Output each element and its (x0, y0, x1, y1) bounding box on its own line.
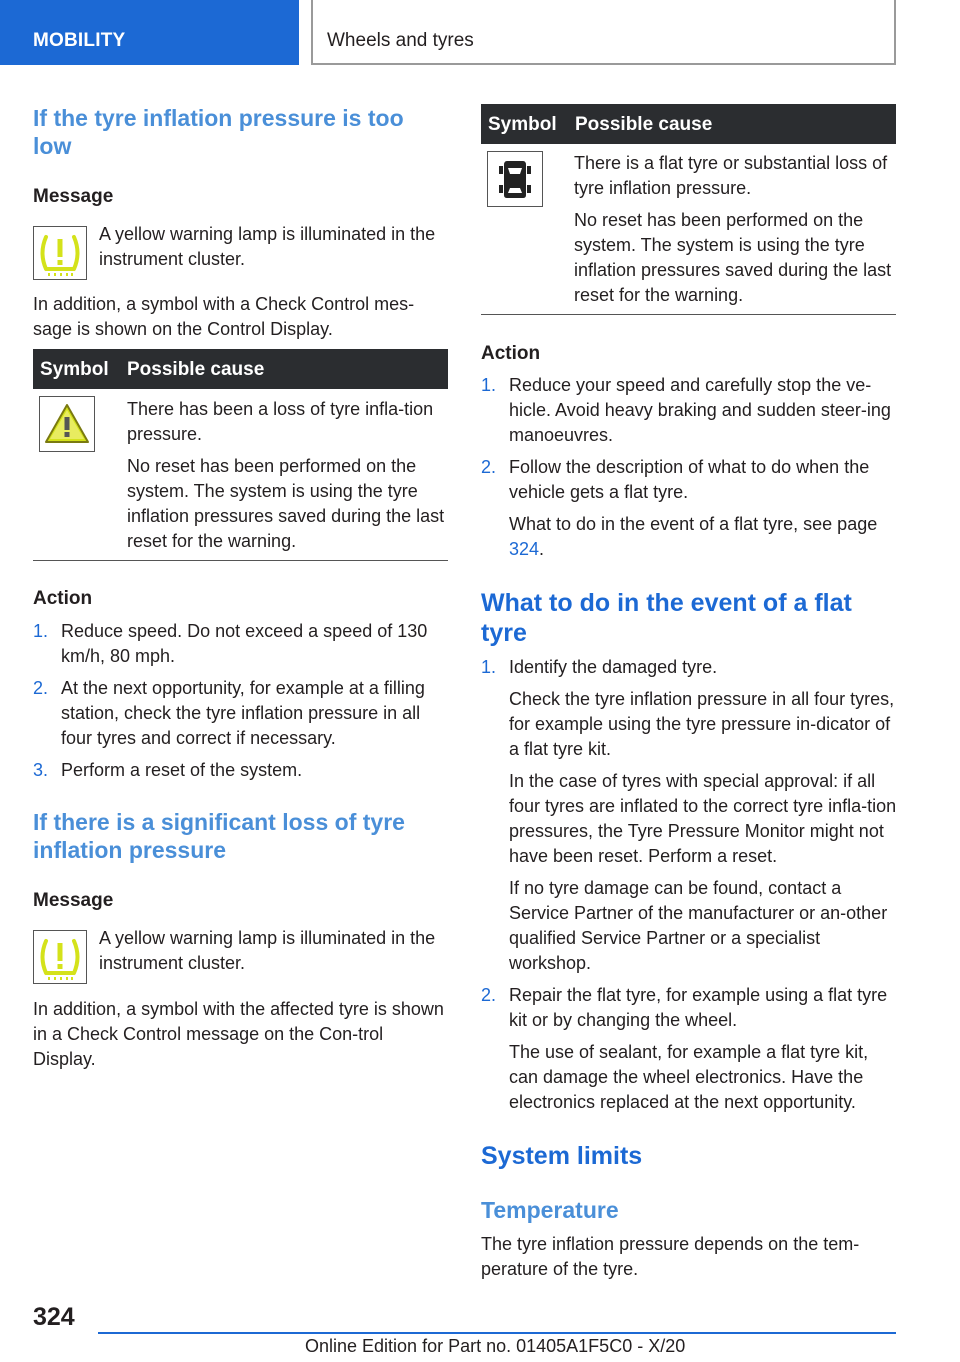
step-number: 2. (481, 457, 497, 477)
header-chapter-title: Wheels and tyres (327, 30, 474, 51)
step-note: The use of sealant, for example a flat tyre kit, can damage the wheel electronics. Have the electronics replaced at the next opportunity. (509, 1042, 869, 1112)
action-list (33, 619, 451, 790)
step-number: 2. (33, 678, 49, 698)
footer-rule (98, 1332, 896, 1334)
list-item (33, 619, 451, 669)
cause-text: No reset has been performed on the system. The system is using the tyre inflation pressures saved during the last reset for the warning. (127, 456, 445, 551)
flat-tyre-steps (481, 655, 899, 1122)
action-label: Action (33, 588, 93, 609)
heading-system-limits: System limits (481, 1142, 643, 1170)
action-label: Action (481, 343, 541, 364)
list-item (481, 983, 899, 1115)
step-text: Perform a reset of the system. (61, 760, 303, 780)
step-number: 2. (481, 985, 497, 1005)
header-section-tab (0, 0, 299, 65)
lamp-description: A yellow warning lamp is illuminated in the instrument cluster. (99, 224, 436, 269)
column-symbol: Symbol (488, 114, 557, 135)
header-chapter-box (311, 0, 896, 65)
cause-text: No reset has been performed on the system. The system is using the tyre inflation pressures saved during the last reset for the warning. (574, 210, 892, 305)
step-text: Repair the flat tyre, for example using a flat tyre kit or by changing the wheel. (509, 985, 888, 1030)
step-text: Follow the description of what to do when the vehicle gets a flat tyre. (509, 457, 870, 502)
step-note (509, 512, 899, 562)
list-item (481, 655, 899, 976)
warning-triangle-icon (39, 396, 95, 452)
heading-significant-loss: If there is a significant loss of tyre inflation pressure (33, 809, 405, 863)
tyre-pressure-warning-lamp-icon (33, 930, 87, 984)
step-number: 3. (33, 760, 49, 780)
column-cause: Possible cause (127, 359, 265, 380)
table-header (481, 104, 896, 144)
cause-text: There has been a loss of tyre infla-tion pressure. (127, 399, 434, 444)
column-cause: Possible cause (575, 114, 713, 135)
list-item (481, 455, 899, 562)
step-text: Identify the damaged tyre. (509, 657, 718, 677)
heading-too-low: If the tyre inflation pressure is too low (33, 105, 404, 159)
table-bottom-rule (481, 314, 896, 315)
message-label: Message (33, 186, 114, 207)
step-note-text: What to do in the event of a flat tyre, see page (509, 514, 878, 534)
table-bottom-rule (33, 560, 448, 561)
temperature-text: The tyre inflation pressure depends on the tem-perature of the tyre. (481, 1234, 860, 1279)
list-item (33, 758, 451, 783)
step-note: Check the tyre inflation pressure in all four tyres, for example using the tyre pressure in-dicator of a flat tyre kit. (509, 689, 895, 759)
car-flat-tyre-icon (487, 151, 543, 207)
step-text: Reduce speed. Do not exceed a speed of 130 km/h, 80 mph. (61, 621, 428, 666)
action-list (481, 373, 899, 569)
cause-text: There is a flat tyre or substantial loss of tyre inflation pressure. (574, 153, 888, 198)
step-number: 1. (481, 657, 497, 677)
step-note-end: . (539, 539, 545, 559)
step-text: At the next opportunity, for example at a filling station, check the tyre inflation pressure in all four tyres and correct if necessary. (61, 678, 425, 748)
page-link[interactable]: 324 (509, 539, 540, 559)
tyre-pressure-warning-lamp-icon (33, 226, 87, 280)
message-label: Message (33, 890, 114, 911)
table-header (33, 349, 448, 389)
list-item (481, 373, 899, 448)
addition-description: In addition, a symbol with the affected tyre is shown in a Check Control message on the Con-trol Display. (33, 999, 444, 1069)
heading-flat-tyre: What to do in the event of a flat tyre (481, 589, 852, 647)
step-note: If no tyre damage can be found, contact a Service Partner of the manufacturer or an-other qualified Service Partner or a specialist workshop. (509, 878, 888, 973)
list-item (33, 676, 451, 751)
lamp-description: A yellow warning lamp is illuminated in the instrument cluster. (99, 928, 436, 973)
header-section-title: MOBILITY (33, 30, 126, 51)
step-note: In the case of tyres with special approval: if all four tyres are inflated to the correct tyre infla-tion pressures, the Tyre Pressure Monitor might not have been reset. Perform a reset. (509, 771, 897, 866)
addition-description: In addition, a symbol with a Check Control mes-sage is shown on the Control Display. (33, 294, 415, 339)
page-number: 324 (33, 1303, 75, 1331)
heading-temperature: Temperature (481, 1197, 619, 1223)
column-symbol: Symbol (40, 359, 109, 380)
step-number: 1. (481, 375, 497, 395)
step-text: Reduce your speed and carefully stop the ve-hicle. Avoid heavy braking and sudden steer-ing manoeuvres. (509, 375, 891, 445)
footer-edition: Online Edition for Part no. 01405A1F5C0 - X/20 (305, 1336, 686, 1356)
step-number: 1. (33, 621, 49, 641)
